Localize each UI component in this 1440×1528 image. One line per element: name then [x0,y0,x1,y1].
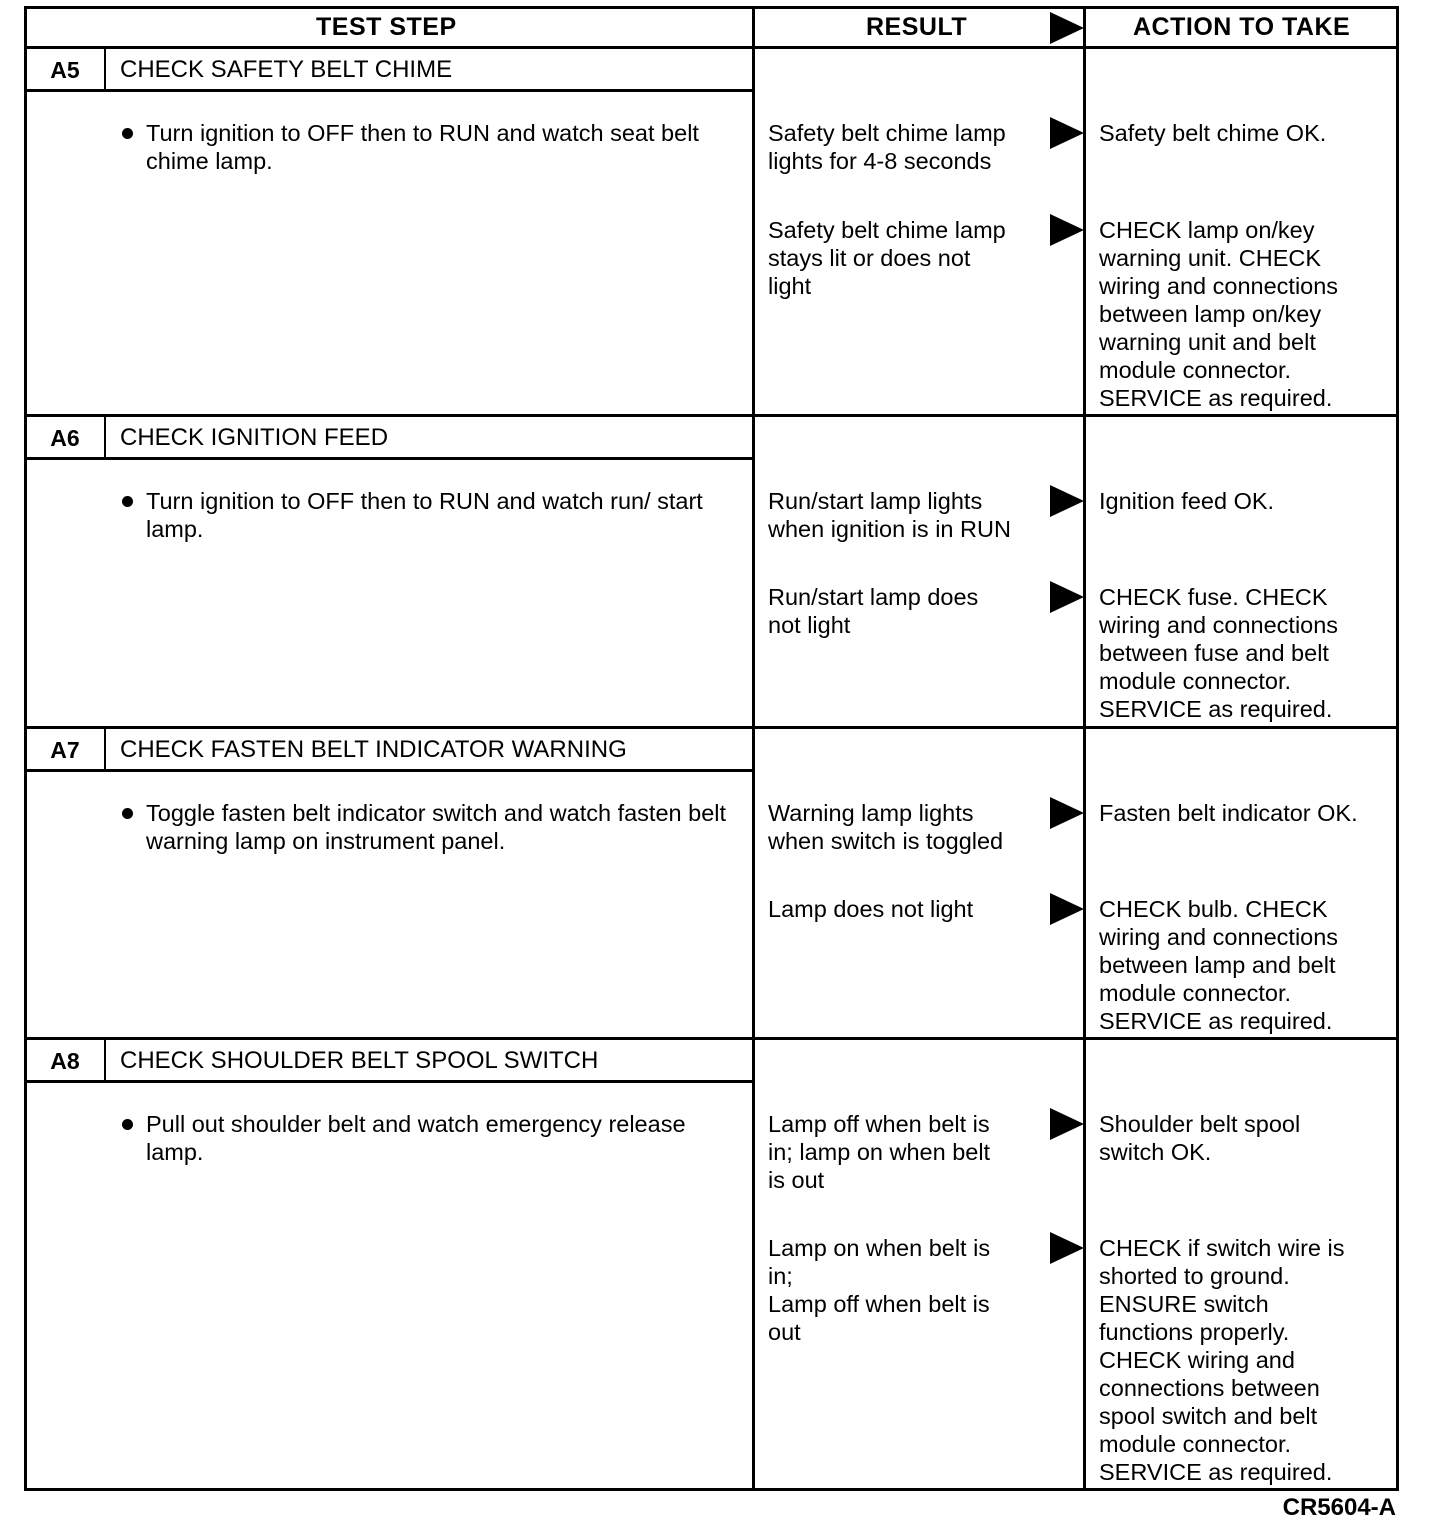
step-instruction: Pull out shoulder belt and watch emergency release lamp. [146,1111,686,1165]
grid-line [24,457,752,460]
action-text: CHECK if switch wire is shorted to ground. ENSURE switch functions properly. CHECK wiring and connections between spool switch and belt module connector. SERVICE as required. [1099,1235,1345,1485]
result-arrow-icon [1050,485,1084,517]
step-instruction: Turn ignition to OFF then to RUN and watch seat belt chime lamp. [146,120,699,174]
grid-line [104,46,106,89]
action-text: CHECK bulb. CHECK wiring and connections between lamp and belt module connector. SERVICE as required. [1099,896,1339,1034]
result-arrow-icon [1050,117,1084,149]
result-text: Lamp on when belt is in; Lamp off when belt is out [768,1235,991,1345]
result-text: Safety belt chime lamp stays lit or does not light [768,217,1006,299]
bullet-icon [122,1119,133,1130]
result-arrow-icon [1050,581,1084,613]
header-action-to-take: ACTION TO TAKE [1133,13,1351,41]
step-instruction: Turn ignition to OFF then to RUN and watch run/ start lamp. [146,488,703,542]
step-title: CHECK FASTEN BELT INDICATOR WARNING [120,736,627,763]
result-text: Run/start lamp lights when ignition is in RUN [768,488,1011,542]
result-arrow-icon [1050,893,1084,925]
grid-line [24,6,27,1491]
grid-line [24,1037,1396,1040]
step-code: A7 [50,737,80,763]
step-title: CHECK SHOULDER BELT SPOOL SWITCH [120,1047,599,1074]
action-text: Safety belt chime OK. [1099,120,1327,146]
result-arrow-icon [1050,1108,1084,1140]
result-arrow-icon [1050,1232,1084,1264]
result-arrow-icon [1050,797,1084,829]
grid-line [24,46,1396,49]
action-text: Ignition feed OK. [1099,488,1275,514]
grid-line [24,6,1399,9]
grid-line [104,414,106,457]
step-code: A8 [50,1048,80,1074]
step-title: CHECK SAFETY BELT CHIME [120,56,453,83]
header-test-step: TEST STEP [316,13,457,41]
bullet-icon [122,808,133,819]
grid-line [752,6,755,1491]
grid-line [24,1080,752,1083]
grid-line [1083,6,1086,1491]
header-result: RESULT [866,13,968,41]
grid-line [24,1488,1399,1491]
bullet-icon [122,128,133,139]
result-text: Lamp does not light [768,896,974,922]
grid-line [24,726,1396,729]
grid-line [1396,6,1399,1491]
bullet-icon [122,496,133,507]
result-text: Warning lamp lights when switch is toggled [768,800,1004,854]
action-text: Fasten belt indicator OK. [1099,800,1358,826]
grid-line [24,414,1396,417]
action-text: CHECK lamp on/key warning unit. CHECK wiring and connections between lamp on/key warning unit and belt module connector. SERVICE as required. [1099,217,1339,411]
result-text: Safety belt chime lamp lights for 4-8 seconds [768,120,1006,174]
result-text: Run/start lamp does not light [768,584,979,638]
result-arrow-icon [1050,214,1084,246]
step-instruction: Toggle fasten belt indicator switch and watch fasten belt warning lamp on instrument panel. [146,800,727,854]
header-arrow-icon [1050,12,1084,44]
grid-line [104,726,106,769]
figure-id: CR5604-A [1282,1494,1396,1521]
action-text: Shoulder belt spool switch OK. [1099,1111,1301,1165]
step-title: CHECK IGNITION FEED [120,424,389,451]
step-code: A6 [50,425,80,451]
result-text: Lamp off when belt is in; lamp on when belt is out [768,1111,991,1193]
step-code: A5 [50,57,80,83]
grid-line [24,769,752,772]
grid-line [24,89,752,92]
grid-line [104,1037,106,1080]
action-text: CHECK fuse. CHECK wiring and connections between fuse and belt module connector. SERVICE as required. [1099,584,1339,722]
